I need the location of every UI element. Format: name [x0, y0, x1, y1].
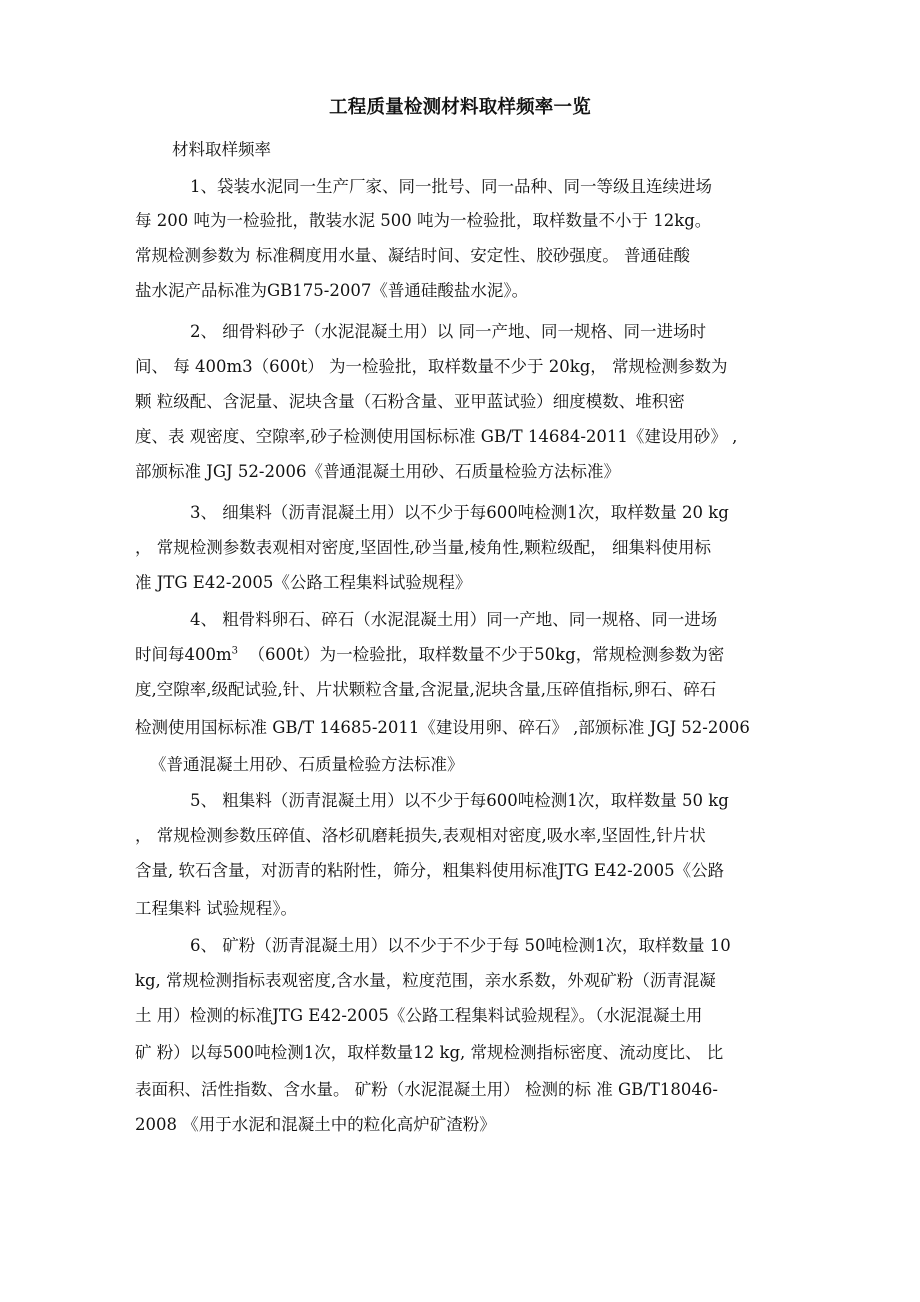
paragraph-line: 《普通混凝土用砂、石质量检验方法标准》	[150, 755, 464, 774]
superscript: 3	[231, 645, 239, 657]
paragraph-line: 常规检测参数为 标准稠度用水量、凝结时间、安定性、胶砂强度。 普通硅酸	[135, 246, 690, 265]
paragraph-line: 准 JTG E42-2005《公路工程集料试验规程》	[135, 573, 472, 592]
paragraph-line: 4、 粗骨料卵石、碎石（水泥混凝土用）同一产地、同一规格、同一进场	[190, 610, 718, 629]
paragraph-line: 6、 矿粉（沥青混凝土用）以不少于不少于每 50吨检测1次，取样数量 10	[190, 936, 731, 955]
paragraph-line: 间、 每 400m3（600t） 为一检验批，取样数量不少于 20kg， 常规检测参数为	[135, 357, 728, 376]
paragraph-line: ， 常规检测参数压碎值、洛杉矶磨耗损失,表观相对密度,吸水率,坚固性,针片状	[135, 826, 706, 845]
paragraph-line: 度、表 观密度、空隙率,砂子检测使用国标标准 GB/T 14684-2011《建设用砂》 ,	[135, 427, 738, 446]
paragraph-line: 部颁标准 JGJ 52-2006《普通混凝土用砂、石质量检验方法标准》	[135, 462, 620, 481]
section-heading: 材料取样频率	[172, 140, 271, 159]
paragraph-line: ， 常规检测参数表观相对密度,坚固性,砂当量,棱角性,颗粒级配， 细集料使用标	[135, 538, 711, 557]
paragraph-line: 每 200 吨为一检验批，散装水泥 500 吨为一检验批，取样数量不小于 12kg。	[135, 211, 712, 230]
paragraph-line: 2、 细骨料砂子（水泥混凝土用）以 同一产地、同一规格、同一进场时	[190, 322, 706, 341]
paragraph-line: 表面积、活性指数、含水量。 矿粉（水泥混凝土用） 检测的标 准 GB/T18046-	[135, 1080, 718, 1099]
paragraph-line: 矿 粉）以每500吨检测1次，取样数量12 kg, 常规检测指标密度、流动度比、 比	[135, 1043, 724, 1062]
paragraph-line: 3、 细集料（沥青混凝土用）以不少于每600吨检测1次，取样数量 20 kg	[190, 503, 729, 522]
paragraph-line: 含量, 软石含量，对沥青的粘附性，筛分，粗集料使用标准JTG E42-2005《公路	[135, 861, 725, 880]
paragraph-line: 度,空隙率,级配试验,针、片状颗粒含量,含泥量,泥块含量,压碎值指标,卵石、碎石	[135, 680, 717, 699]
line-text: （600t）为一检验批，取样数量不少于50kg，常规检测参数为密	[248, 645, 725, 664]
paragraph-line: kg, 常规检测指标表观密度,含水量，粒度范围，亲水系数，外观矿粉（沥青混凝	[135, 971, 716, 990]
paragraph-line: 1、袋装水泥同一生产厂家、同一批号、同一品种、同一等级且连续进场	[190, 177, 712, 196]
paragraph-line: 土 用）检测的标准JTG E42-2005《公路工程集料试验规程》。（水泥混凝土用	[135, 1006, 703, 1025]
paragraph-line: 5、 粗集料（沥青混凝土用）以不少于每600吨检测1次，取样数量 50 kg	[190, 791, 729, 810]
paragraph-line: 2008 《用于水泥和混凝土中的粒化高炉矿渣粉》	[135, 1115, 496, 1134]
line-text: 时间每400m	[135, 645, 232, 664]
paragraph-line: 盐水泥产品标准为GB175-2007《普通硅酸盐水泥》。	[135, 281, 529, 300]
paragraph-line: 颗 粒级配、含泥量、泥块含量（石粉含量、亚甲蓝试验）细度模数、堆积密	[135, 392, 685, 411]
paragraph-line: 工程集料 试验规程》。	[135, 899, 297, 918]
paragraph-line-with-superscript	[135, 641, 795, 669]
paragraph-line: 检测使用国标标准 GB/T 14685-2011《建设用卵、碎石》 ,部颁标准 JGJ 52-2006	[135, 718, 750, 737]
document-title: 工程质量检测材料取样频率一览	[329, 97, 591, 118]
